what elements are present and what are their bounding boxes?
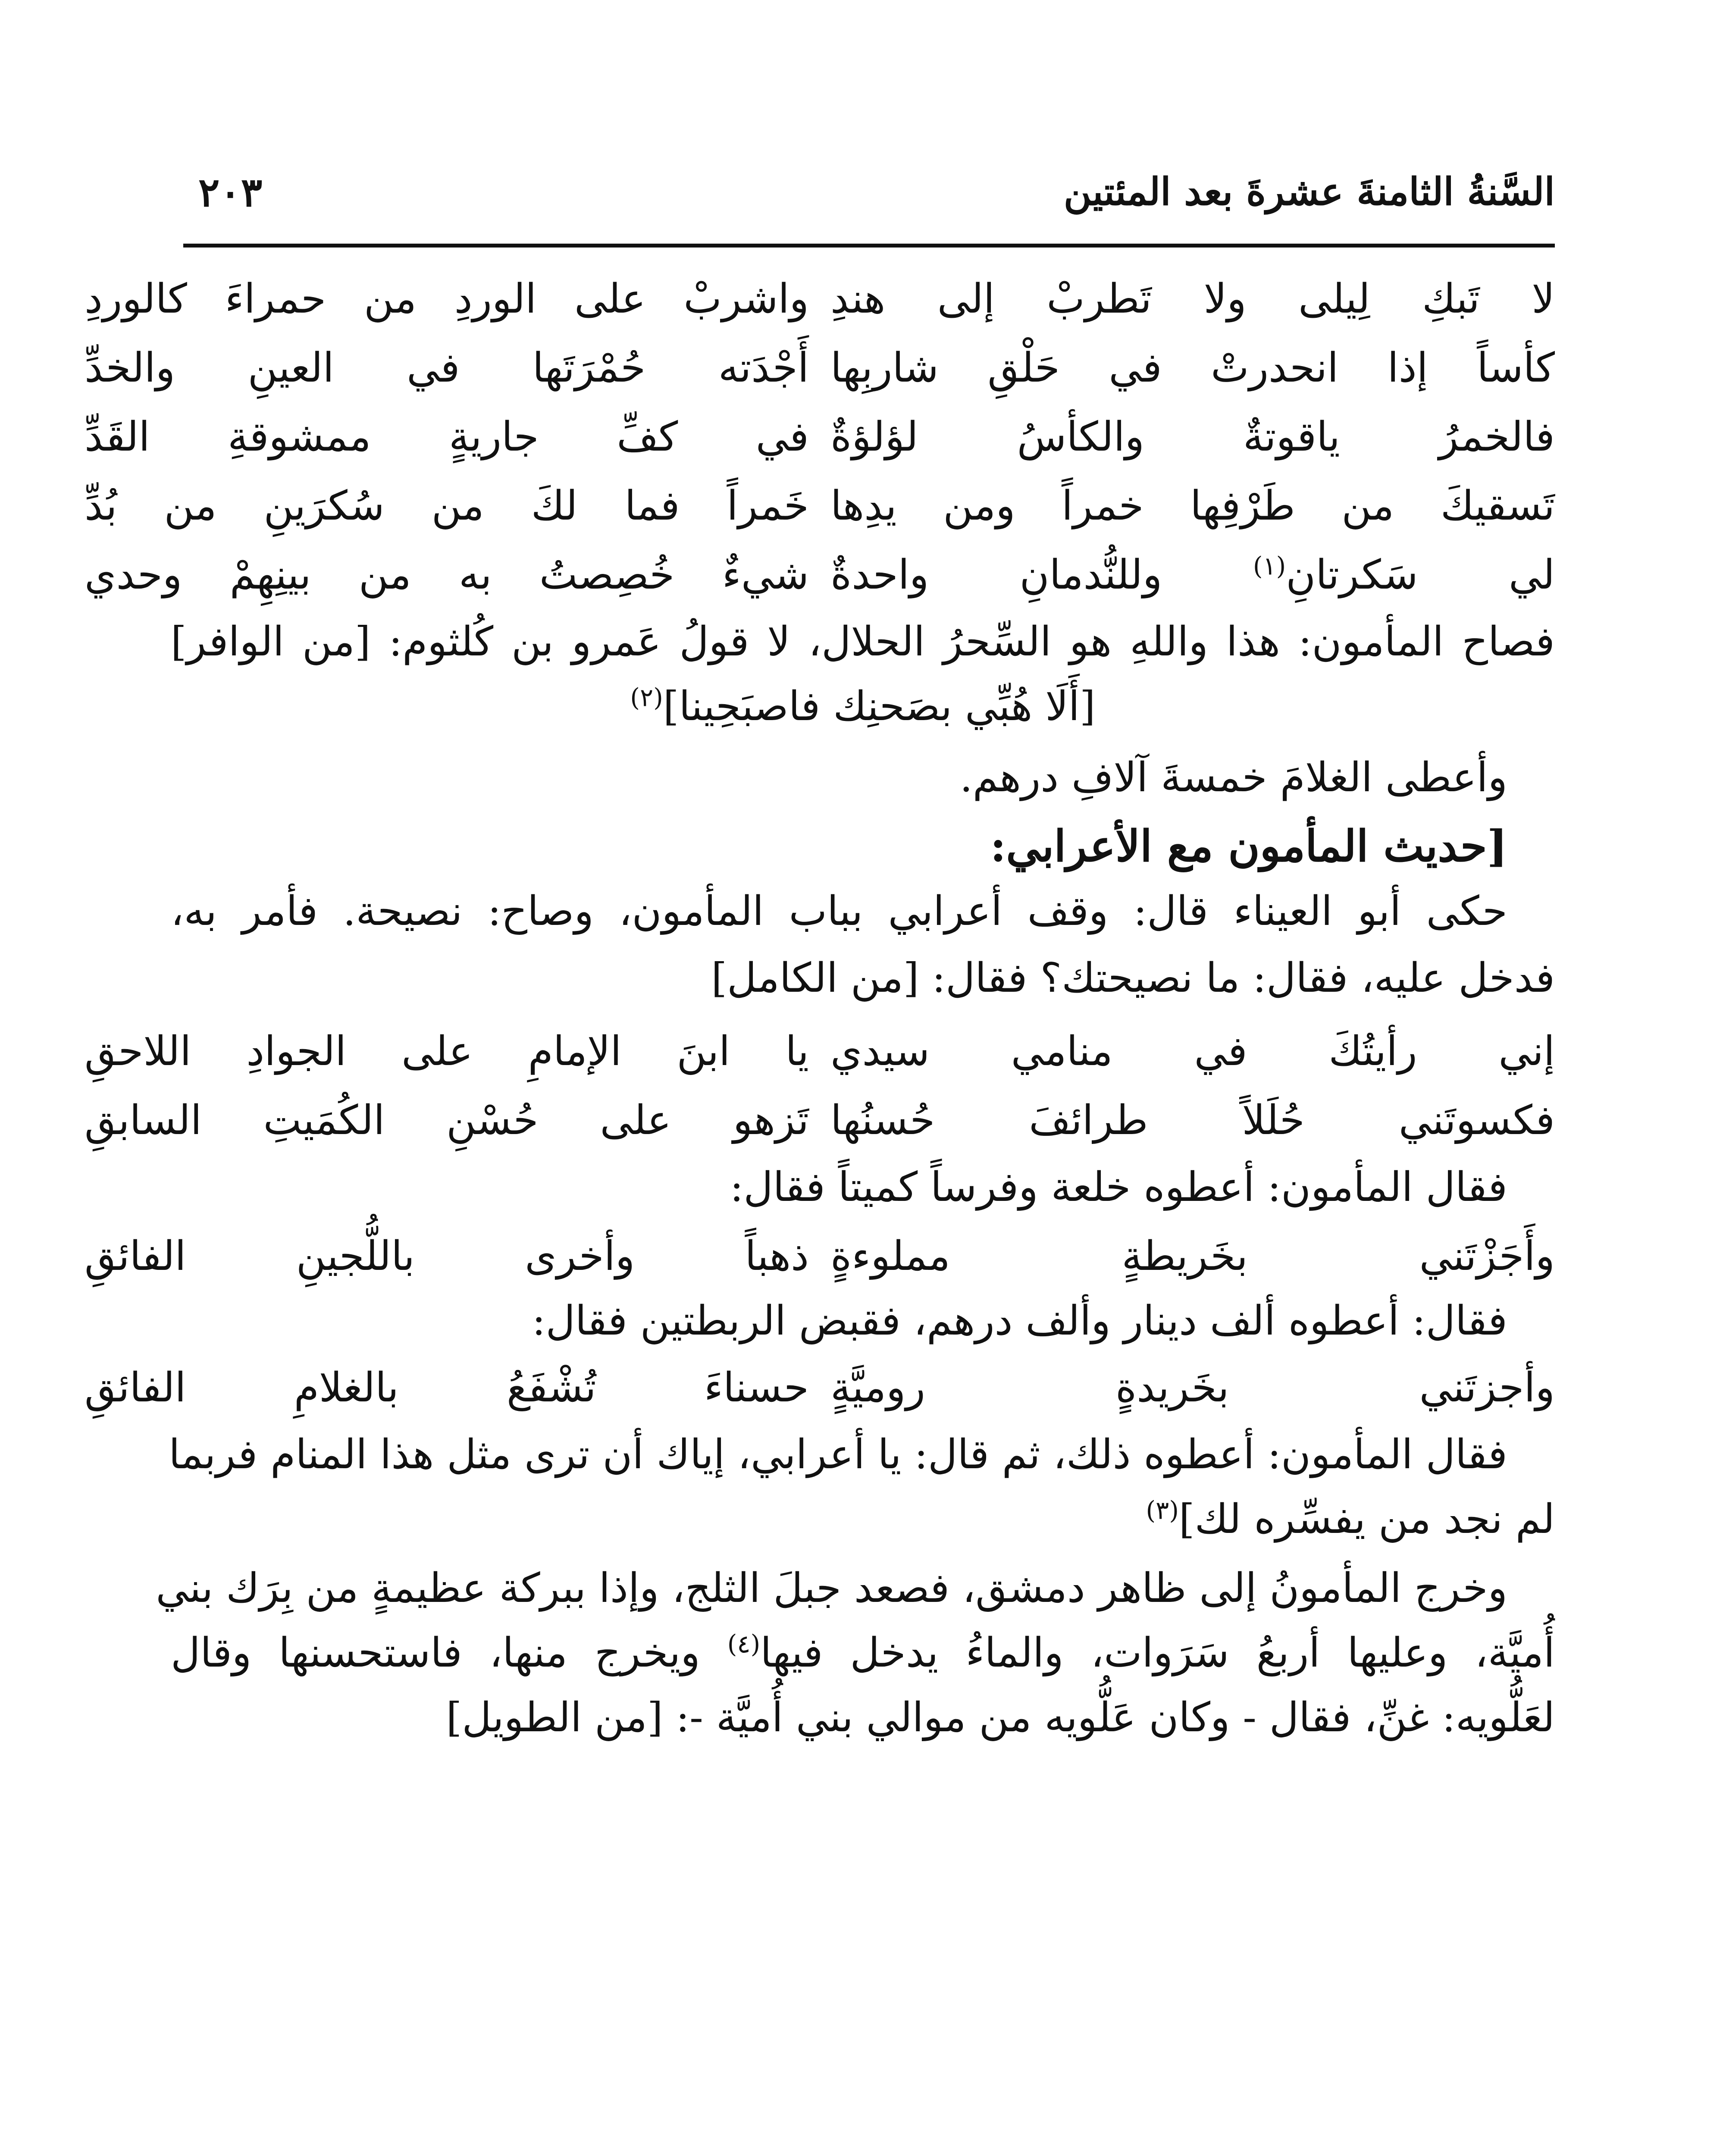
- paragraph-final-line1: فقال المأمون: أعطوه ذلك، ثم قال: يا أعرابي، إياك أن ترى مثل هذا المنام فربما: [169, 1431, 1507, 1478]
- page-number: ٢٠٣: [198, 169, 263, 216]
- verse-text: لي سَكرتانِ: [1286, 552, 1555, 599]
- poem1-verse3-second-hemistich: في كفِّ جاريةٍ ممشوقةِ القَدِّ: [85, 414, 809, 461]
- poem4-second-hemistich: حسناءَ تُشْفَعُ بالغلامِ الفائقِ: [85, 1364, 809, 1411]
- paragraph-went-line1: وخرج المأمونُ إلى ظاهر دمشق، فصعد جبلَ الثلج، وإذا ببركة عظيمةٍ من بِرَك بني: [156, 1565, 1507, 1612]
- paragraph-text: ويخرج منها، فاستحسنها وقال: [171, 1630, 727, 1677]
- poem2-verse1-first-hemistich: إني رأيتُكَ في منامي سيدي: [830, 1028, 1555, 1075]
- poem1-verse1-first-hemistich: لا تَبكِ لِيلى ولا تَطربْ إلى هندِ: [830, 276, 1555, 323]
- paragraph-text: أُميَّة، وعليها أربعُ سَرَوات، والماءُ يدخل فيها: [760, 1630, 1555, 1677]
- paragraph-final-line2: [171, 1496, 1555, 1543]
- poem1-verse1-second-hemistich: واشربْ على الوردِ من حمراءَ كالوردِ: [85, 276, 809, 323]
- quote-amr-ibn-kulthum: [171, 683, 1555, 730]
- footnote-marker-3[interactable]: (٣): [1146, 1495, 1179, 1525]
- paragraph-gave-slave: وأعطى الغلامَ خمسةَ آلافِ درهم.: [959, 754, 1507, 801]
- paragraph-text: لم نجد من يفسِّره لك]: [1178, 1496, 1555, 1543]
- poem1-verse3-first-hemistich: فالخمرُ ياقوتةٌ والكأسُ لؤلؤةٌ: [830, 414, 1555, 461]
- paragraph-went-line2: [171, 1630, 1555, 1677]
- paragraph-mamun-exclaimed: فصاح المأمون: هذا واللهِ هو السِّحرُ الحلال، لا قولُ عَمرو بن كُلثوم: [من الوافر]: [171, 618, 1555, 665]
- quote-text: [أَلَا هُبِّي بصَحنِك فاصبَحِينا]: [663, 683, 1096, 730]
- poem1-verse2-second-hemistich: أَجْدَته حُمْرَتَها في العينِ والخدِّ: [85, 345, 809, 392]
- poem2-verse1-second-hemistich: يا ابنَ الإمامِ على الجوادِ اللاحقِ: [85, 1028, 809, 1075]
- poem1-verse2-first-hemistich: كأساً إذا انحدرتْ في حَلْقِ شاربِها: [830, 345, 1555, 392]
- poem1-verse5-second-hemistich: شيءٌ خُصِصتُ به من بينِهِمْ وحدي: [85, 552, 809, 599]
- footnote-marker-2[interactable]: (٢): [630, 683, 663, 712]
- paragraph-said-robe: فقال المأمون: أعطوه خلعة وفرساً كميتاً فقال:: [730, 1164, 1507, 1211]
- footnote-marker-4[interactable]: (٤): [727, 1629, 761, 1659]
- poem1-verse4-second-hemistich: خَمراً فما لكَ من سُكرَينِ من بُدِّ: [85, 483, 809, 530]
- paragraph-abu-ayna-line1: حكى أبو العيناء قال: وقف أعرابي بباب المأمون، وصاح: نصيحة. فأمر به،: [171, 888, 1507, 935]
- running-header-title: السَّنةُ الثامنةَ عشرةَ بعد المئتين: [1063, 169, 1555, 214]
- section-heading: [حديث المأمون مع الأعرابي:: [990, 821, 1507, 871]
- poem1-verse5-first-hemistich: [830, 552, 1555, 599]
- poem1-verse4-first-hemistich: تَسقيكَ من طَرْفِها خمراً ومن يدِها: [830, 483, 1555, 530]
- paragraph-said-dinar: فقال: أعطوه ألف دينار وألف درهم، فقبض الربطتين فقال:: [532, 1297, 1507, 1344]
- paragraph-abu-ayna-line2: فدخل عليه، فقال: ما نصيحتك؟ فقال: [من الكامل]: [711, 955, 1555, 1002]
- poem2-verse2-second-hemistich: تَزهو على حُسْنِ الكُمَيتِ السابقِ: [85, 1097, 809, 1144]
- header-rule: [183, 244, 1555, 248]
- paragraph-went-line3: لعَلُّويه: غنِّ، فقال - وكان عَلُّويه من موالي بني أُميَّة -: [من الطويل]: [446, 1694, 1555, 1741]
- verse-text: وللنُّدمانِ واحدةٌ: [830, 552, 1253, 599]
- poem3-first-hemistich: وأَجَزْتَني بخَريطةٍ مملوءةٍ: [830, 1233, 1555, 1280]
- poem3-second-hemistich: ذهباً وأخرى باللُّجينِ الفائقِ: [85, 1233, 809, 1280]
- poem2-verse2-first-hemistich: فكسوتَني حُلَلاً طرائفَ حُسنُها: [830, 1097, 1555, 1144]
- poem4-first-hemistich: وأجزتَني بخَريدةٍ روميَّةٍ: [830, 1364, 1555, 1411]
- footnote-marker-1[interactable]: (١): [1253, 551, 1286, 581]
